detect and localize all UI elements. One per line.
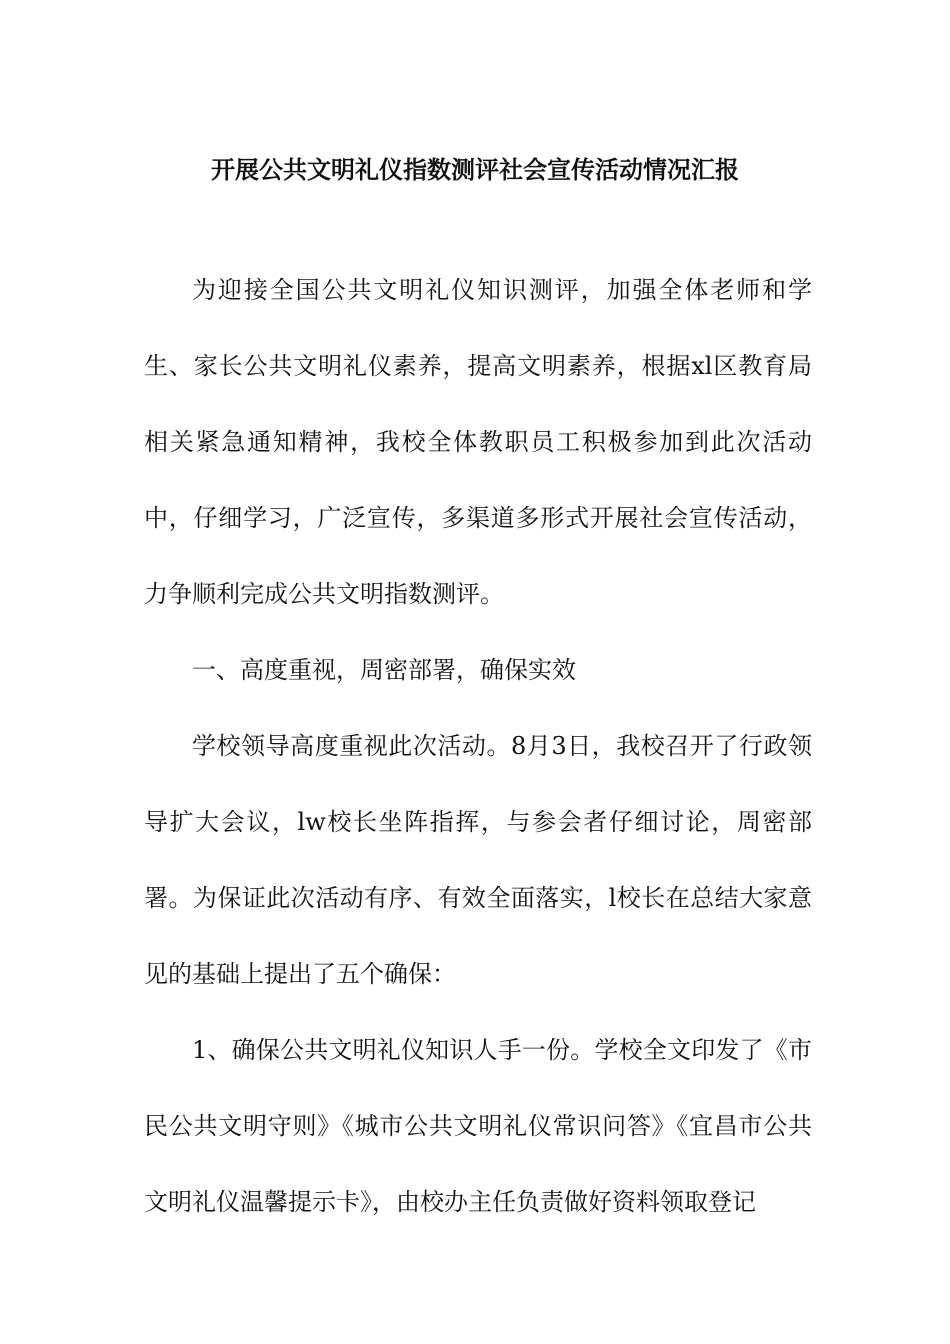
- paragraph-intro: 为迎接全国公共文明礼仪知识测评，加强全体老师和学生、家长公共文明礼仪素养，提高文明素养，根据xl区教育局相关紧急通知精神，我校全体教职员工积极参加到此次活动中，仔细学习，广泛宣传，多渠道多形式开展社会宣传活动，力争顺利完成公共文明指数测评。: [144, 276, 812, 608]
- section-heading-1: 一、高度重视，周密部署，确保实效: [192, 656, 576, 684]
- paragraph-section-1: 学校领导高度重视此次活动。8月3日，我校召开了行政领导扩大会议，lw校长坐阵指挥，与参会者仔细讨论，周密部署。为保证此次活动有序、有效全面落实，l校长在总结大家意见的基础上提出了五个确保：: [144, 732, 812, 988]
- paragraph-item-1: 1、确保公共文明礼仪知识人手一份。学校全文印发了《市民公共文明守则》《城市公共文明礼仪常识问答》《宜昌市公共文明礼仪温馨提示卡》，由校办主任负责做好资料领取登记: [144, 1036, 812, 1216]
- document-body: [144, 252, 812, 1240]
- document-title: 开展公共文明礼仪指数测评社会宣传活动情况汇报: [211, 155, 739, 185]
